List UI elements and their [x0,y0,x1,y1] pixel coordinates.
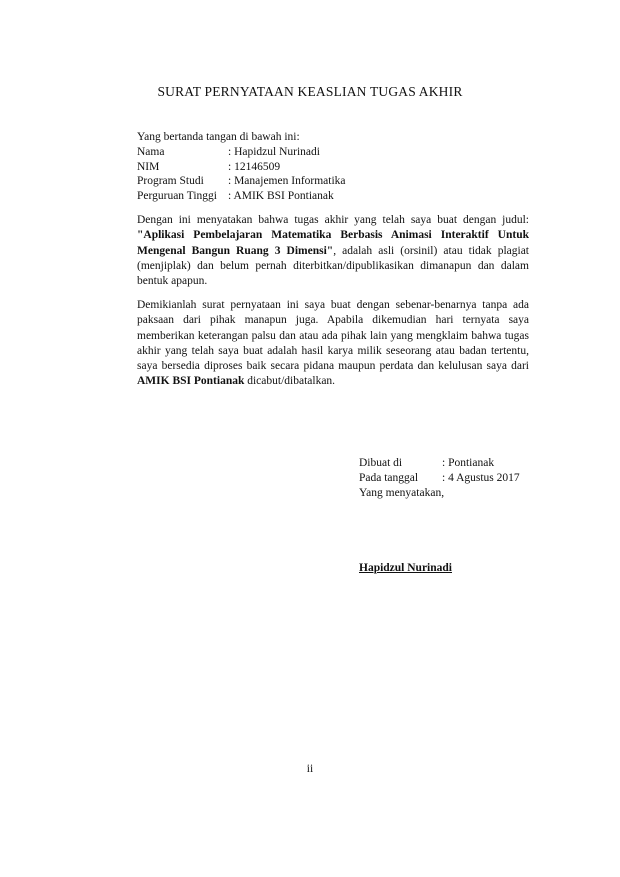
signature-date-row [359,471,520,486]
identity-value: : Manajemen Informatika [228,174,346,189]
identity-table [137,145,346,203]
thesis-title: "Aplikasi Pembelajaran Matematika Berbasis Animasi Interaktif Untuk Mengenal Bangun Ruang 3 Dimensi" [137,229,529,257]
statement-paragraph [137,213,529,289]
page-number: ii [306,763,314,775]
institution-name: AMIK BSI Pontianak [137,375,245,388]
closing-text-end: dicabut/dibatalkan. [244,375,336,388]
identity-row-nim [137,160,346,175]
identity-label: Nama [137,146,165,158]
date-value: : 4 Agustus 2017 [442,471,520,486]
signer-name: Hapidzul Nurinadi [359,562,452,574]
identity-value: : Hapidzul Nurinadi [228,145,320,160]
closing-paragraph [137,298,529,390]
closing-text: Demikianlah surat pernyataan ini saya buat dengan sebenar-benarnya tanpa ada paksaan dari pihak manapun juga. Apabila dikemudian hari ternyata saya memberikan keterangan palsu dan atau ada pihak lain yang mengklaim bahwa tugas akhir yang telah saya buat adalah hasil karya milik seseorang atau badan tertentu, saya bersedia diproses baik secara pidana maupun perdata dan kelulusan saya dari [137,299,529,373]
date-label: Pada tanggal [359,472,419,484]
identity-label: Program Studi [137,175,204,187]
identity-label: Perguruan Tinggi [137,189,217,202]
identity-row-institution [137,189,346,204]
signature-place-row [359,456,520,471]
identity-value: : AMIK BSI Pontianak [228,189,334,204]
statement-text: Dengan ini menyatakan bahwa tugas akhir yang telah saya buat dengan judul: [137,214,529,226]
place-label: Dibuat di [359,457,403,469]
place-value: : Pontianak [442,456,494,471]
identity-row-program [137,174,346,189]
identity-value: : 12146509 [228,160,280,175]
closing-phrase: Yang menyatakan, [359,487,445,499]
statement-text-end: , adalah asli (orsinil) atau tidak plagiat (menjiplak) dan belum pernah diterbitkan/dipublikasikan dimanapun dan dalam bentuk apapun. [137,244,530,288]
document-title: SURAT PERNYATAAN KEASLIAN TUGAS AKHIR [157,84,463,99]
identity-label: NIM [137,160,160,173]
intro-text: Yang bertanda tangan di bawah ini: [137,131,300,143]
identity-row-name [137,145,346,160]
signature-block [359,456,520,501]
